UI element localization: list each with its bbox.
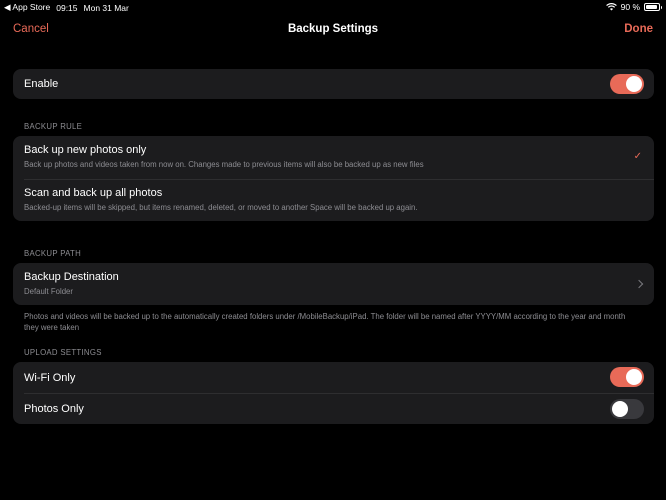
cancel-button[interactable]: Cancel	[13, 23, 49, 35]
enable-label: Enable	[24, 78, 59, 90]
backup-path-header: BACKUP PATH	[24, 249, 82, 258]
enable-toggle[interactable]	[610, 74, 644, 94]
status-bar	[0, 0, 666, 14]
backup-rule-group	[13, 136, 654, 221]
navigation-bar	[0, 14, 666, 44]
option-title: Scan and back up all photos	[24, 187, 163, 199]
toggle-knob	[626, 76, 642, 92]
wifi-only-label: Wi-Fi Only	[24, 372, 76, 384]
backup-path-group	[13, 263, 654, 305]
wifi-only-toggle[interactable]	[610, 367, 644, 387]
backup-destination-value: Default Folder	[24, 287, 73, 296]
battery-fill	[646, 5, 657, 9]
back-to-app-store-link[interactable]: ◀ App Store	[4, 2, 51, 12]
option-subtitle: Back up photos and videos taken from now on. Changes made to previous items will also be backed up as new files	[24, 160, 424, 169]
battery-icon	[644, 3, 660, 11]
enable-group	[13, 69, 654, 99]
backup-destination-row[interactable]	[13, 263, 654, 305]
toggle-knob	[612, 401, 628, 417]
option-subtitle: Backed-up items will be skipped, but items renamed, deleted, or moved to another Space will be backed up again.	[24, 203, 418, 212]
status-date: Mon 31 Mar	[83, 2, 129, 13]
upload-settings-group	[13, 362, 654, 424]
toggle-knob	[626, 369, 642, 385]
chevron-right-icon	[635, 280, 643, 288]
backup-rule-option-new-only[interactable]	[13, 136, 654, 179]
backup-rule-option-scan-all[interactable]	[13, 179, 654, 221]
backup-destination-label: Backup Destination	[24, 271, 119, 283]
upload-settings-header: UPLOAD SETTINGS	[24, 348, 102, 357]
status-time: 09:15	[56, 2, 78, 13]
wifi-only-row	[13, 362, 654, 393]
photos-only-row	[13, 393, 654, 424]
wifi-icon	[606, 3, 617, 11]
done-button[interactable]: Done	[624, 23, 653, 35]
backup-path-footnote: Photos and videos will be backed up to the automatically created folders under /MobileBackup/iPad. The folder will be named after YYYY/MM according to the year and month they were taken	[24, 312, 626, 332]
page-title: Backup Settings	[287, 23, 379, 35]
backup-rule-header: BACKUP RULE	[24, 122, 83, 131]
photos-only-toggle[interactable]	[610, 399, 644, 419]
option-title: Back up new photos only	[24, 144, 147, 156]
checkmark-icon: ✓	[633, 151, 642, 162]
battery-percentage: 90 %	[620, 2, 640, 12]
enable-row	[13, 69, 654, 99]
photos-only-label: Photos Only	[24, 403, 84, 415]
